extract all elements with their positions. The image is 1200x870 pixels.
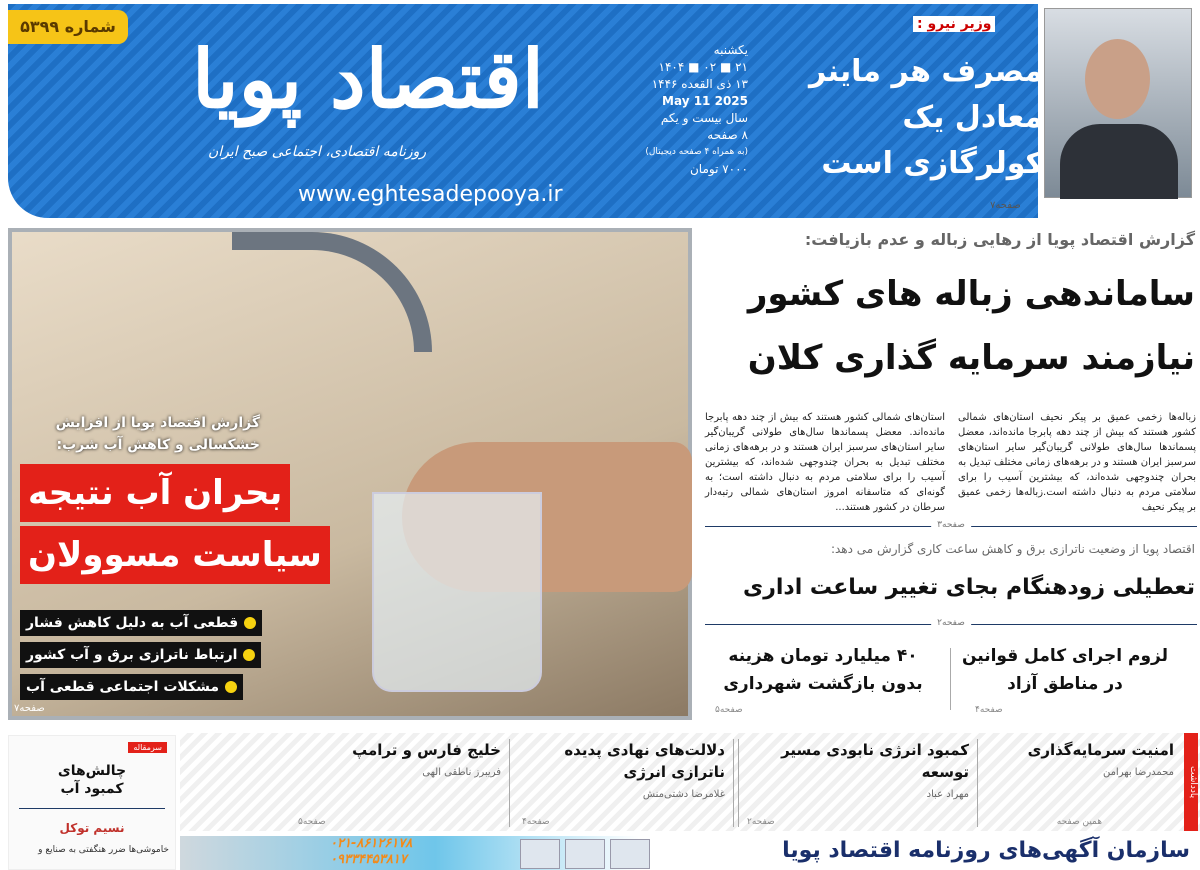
page-ref: صفحه۷ [990,200,1021,211]
page-count: ۸ صفحه [707,128,748,142]
note-item[interactable]: خلیج فارس و ترامپ فریبرز ناطقی الهی صفحه۵ [290,739,510,827]
notes-tag: یادداشت [1184,733,1198,831]
editorial-author: نسیم توکل [59,821,125,835]
divider [705,618,1197,628]
editorial-tag: سرمقاله [128,742,167,753]
lead-headline[interactable]: ساماندهی زباله های کشور نیازمند سرمایه گذاری کلان [747,274,1195,378]
second-kicker: اقتصاد پویا از وضعیت ناترازی برق و کاهش ساعت کاری گزارش می دهد: [830,542,1195,556]
date-lunar: ۱۳ ذی القعده ۱۴۴۶ [651,77,748,91]
editorial-title: چالش‌های کمبود آب [57,763,127,797]
page-ref: صفحه۵ [715,705,743,715]
minister-kicker: وزیر نیرو : [913,16,995,32]
hero-headline-1[interactable]: بحران آب نتیجه [20,464,290,522]
note-item[interactable]: کمبود انرژی نابودی مسیر توسعه مهراد عباد صفحه۲ [738,739,978,827]
editorial-text: خاموشی‌ها ضرر هنگفتی به صنایع و [38,845,169,855]
minister-photo [1044,8,1192,198]
second-headline[interactable]: تعطیلی زودهنگام بجای تغییر ساعت اداری [743,575,1195,600]
newspaper-thumbnail [610,839,650,869]
divider [950,648,951,710]
page-ref: صفحه۲ [931,618,971,628]
masthead [8,4,1043,218]
page-ref: صفحه۴ [975,705,1003,715]
date-solar: ۲۱ ■ ۰۲ ■ ۱۴۰۴ [658,60,748,74]
hero-bullet: ارتباط ناترازی برق و آب کشور [20,642,261,668]
newspaper-thumbnail [520,839,560,869]
notes-strip [180,733,1200,831]
page-ref: صفحه۷ [14,703,45,714]
divider [705,520,1197,530]
ad-title: سازمان آگهی‌های روزنامه اقتصاد پویا [782,838,1190,863]
price: ۷۰۰۰ تومان [689,162,748,176]
date-gregorian: 2025 May 11 [662,94,748,108]
page-ref: صفحه۳ [931,520,971,530]
ad-phones: ۰۲۱-۸۶۱۲۶۱۷۸ ۰۹۳۳۴۴۵۳۸۱۷ [330,836,413,867]
issue-number: شماره ۵۳۹۹ [8,10,128,44]
lead-body-left: استان‌های شمالی کشور هستند که بیش از چند دهه پابرجا مانده‌اند. معضل پسماندها سال‌های طولانی گریبان‌گیر سایر استان‌های سرسبز ایران هستند و در برهه‌های زمانی مختلف تبدیل به بحران چندوجهی شده‌اند، که بیشترین آسیب را برای سلامتی مردم به دنبال داشته است؛ به گونه‌ای که متاسفانه امروز استان‌های شمالی رتبه‌دار سرطان در کشور هستند... [705,412,945,513]
small-headline-municipality[interactable]: ۴۰ میلیارد تومان هزینه بدون بازگشت شهرداری [723,646,923,694]
faucet-graphic [232,232,432,352]
small-headline-free-zones[interactable]: لزوم اجرای کامل قوانین در مناطق آزاد [961,646,1168,694]
date-block [608,42,748,178]
glass-graphic [372,492,542,692]
tagline: روزنامه اقتصادی، اجتماعی صبح ایران [208,144,427,160]
divider [19,808,165,809]
ad-banner[interactable] [180,836,1200,870]
minister-headline[interactable]: مصرف هر ماینر معادل یک کولرگازی است [808,54,1043,181]
hero-kicker: گزارش اقتصاد پویا از افزایش خشکسالی و کاهش آب شرب: [55,415,260,453]
digital-pages: (به همراه ۴ صفحه دیجیتال) [645,147,748,157]
hero-image [8,228,692,720]
website-link[interactable]: www.eghtesadepooya.ir [298,182,563,207]
lead-kicker: گزارش اقتصاد پویا از رهایی زباله و عدم بازیافت: [804,230,1195,249]
year-volume: سال بیست و یکم [660,111,748,125]
hero-bullet: قطعی آب به دلیل کاهش فشار [20,610,262,636]
weekday: یکشنبه [713,43,748,57]
newspaper-thumbnail [565,839,605,869]
newspaper-logo: اقتصاد پویا [191,32,545,126]
lead-body-right: زباله‌ها زخمی عمیق بر پیکر نحیف استان‌های شمالی کشور هستند که بیش از چند دهه پابرجا مانده‌اند، معضل پسماندها سال‌های طولانی گریبان‌گیر سایر استان‌های سرسبز ایران هستند و در برهه‌های زمانی مختلف تبدیل به بحران چندوجهی شده‌اند، که بیشترین آسیب را برای سلامتی مردم به دنبال داشته است.زباله‌ها زخمی عمیق بر پیکر نحیف [958,412,1196,513]
note-item[interactable]: دلالت‌های نهادی پدیده ناترازی انرژی غلامرضا دشتی‌منش صفحه۴ [514,739,734,827]
note-item[interactable]: امنیت سرمایه‌گذاری محمدرضا بهرامن همین صفحه [1027,741,1174,827]
editorial-box[interactable] [8,735,176,870]
hero-headline-2[interactable]: سیاست مسوولان [20,526,330,584]
hero-bullet: مشکلات اجتماعی قطعی آب [20,674,243,700]
